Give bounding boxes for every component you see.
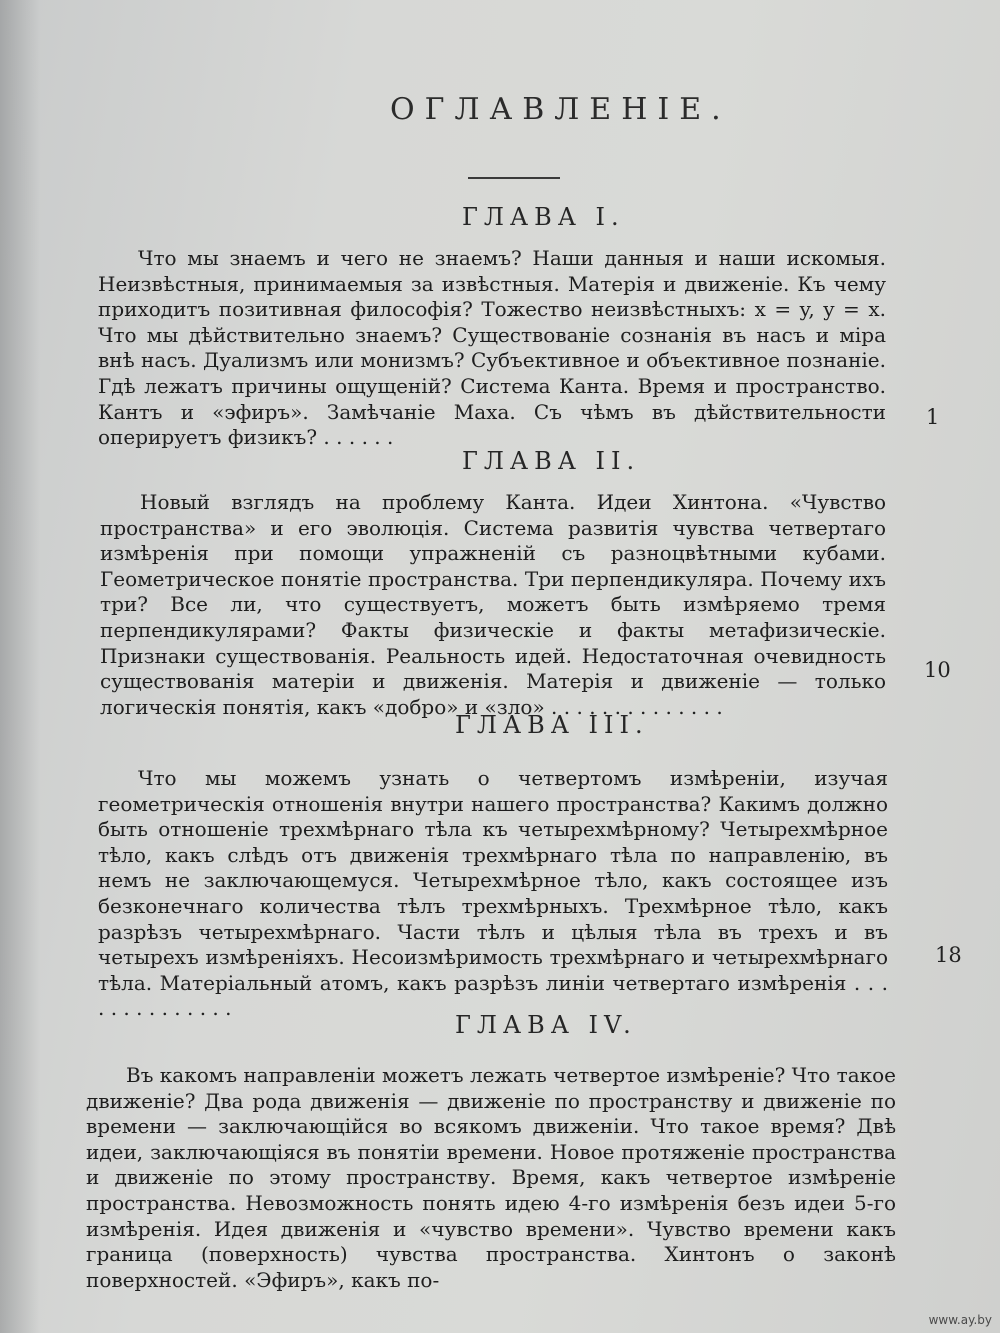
chapter-2-page-number: 10 (924, 658, 951, 682)
chapter-3-summary: Что мы можемъ узнать о четвертомъ измѣренiи, изучая геометрическiя отношенiя внутри нашего пространства? Какимъ должно быть отношенiе трехмѣрнаго тѣла къ четырехмѣрному? Четырехмѣрное тѣло, какъ слѣдъ отъ движенiя трехмѣрнаго тѣла по направленiю, въ немъ не заключающемуся. Четырехмѣрное тѣло, какъ состоящее изъ безконечнаго количества тѣлъ трехмѣрныхъ. Трехмѣрное тѣло, какъ разрѣзъ четырехмѣрнаго. Части тѣлъ и цѣлыя тѣла въ трехъ и въ четырехъ измѣренiяхъ. Несоизмѣримость трехмѣрнаго и четырехмѣрнаго тѣла. Матерiальный атомъ, какъ разрѣзъ линiи четвертаго измѣренiя . . . . . . . . . . . . . . (98, 766, 888, 1021)
title-divider (468, 177, 560, 179)
watermark: www.ay.by (928, 1313, 992, 1327)
chapter-4-summary: Въ какомъ направленiи можетъ лежать четвертое измѣренiе? Что такое движенiе? Два рода движенiя — движенiе по пространству и движенiе по времени — заключающiйся во всякомъ движенiи. Что такое время? Двѣ идеи, заключающiяся въ понятiи времени. Новое протяженiе пространства и движенiе по этому пространству. Время, какъ четвертое измѣренiе пространства. Невозможность понять идею 4-го измѣренiя безъ идеи 5-го измѣренiя. Идея движенiя и «чувство времени». Чувство времени какъ граница (поверхность) чувства пространства. Хинтонъ о законѣ поверхностей. «Эфиръ», какъ по- (86, 1063, 896, 1292)
chapter-3-heading: ГЛАВА III. (455, 711, 649, 739)
chapter-2-summary: Новый взглядъ на проблему Канта. Идеи Хинтона. «Чувство пространства» и его эволюцiя. Система развитiя чувства четвертаго измѣренiя при помощи упражненiй съ разноцвѣтными кубами. Геометрическое понятiе пространства. Три перпендикуляра. Почему ихъ три? Все ли, что существуетъ, можетъ быть измѣряемо тремя перпендикулярами? Факты физическiе и факты метафизическiе. Признаки существованiя. Реальность идей. Недостаточная очевидность существованiя матерiи и движенiя. Матерiя и движенiе — только логическiя понятiя, какъ «добро» и «зло» . . . . . . . . . . . . . . (100, 490, 886, 719)
chapter-4-heading: ГЛАВА IV. (455, 1011, 637, 1039)
page-title: ОГЛАВЛЕНIЕ. (390, 92, 731, 127)
chapter-1-heading: ГЛАВА I. (462, 203, 625, 231)
chapter-1-page-number: 1 (926, 405, 940, 429)
page-edge-shadow (0, 0, 40, 1333)
chapter-2-heading: ГЛАВА II. (462, 447, 641, 475)
chapter-3-page-number: 18 (935, 943, 962, 967)
chapter-1-summary: Что мы знаемъ и чего не знаемъ? Наши данныя и наши искомыя. Неизвѣстныя, принимаемыя за извѣстныя. Матерiя и движенiе. Къ чему приходитъ позитивная философiя? Тожество неизвѣстныхъ: x = y, y = x. Что мы дѣйствительно знаемъ? Существованiе сознанiя въ насъ и мiра внѣ насъ. Дуализмъ или монизмъ? Субъективное и объективное познанiе. Гдѣ лежатъ причины ощущенiй? Система Канта. Время и пространство. Кантъ и «эфиръ». Замѣчанiе Маха. Съ чѣмъ въ дѣйствительности оперируетъ физикъ? . . . . . . (98, 246, 886, 450)
